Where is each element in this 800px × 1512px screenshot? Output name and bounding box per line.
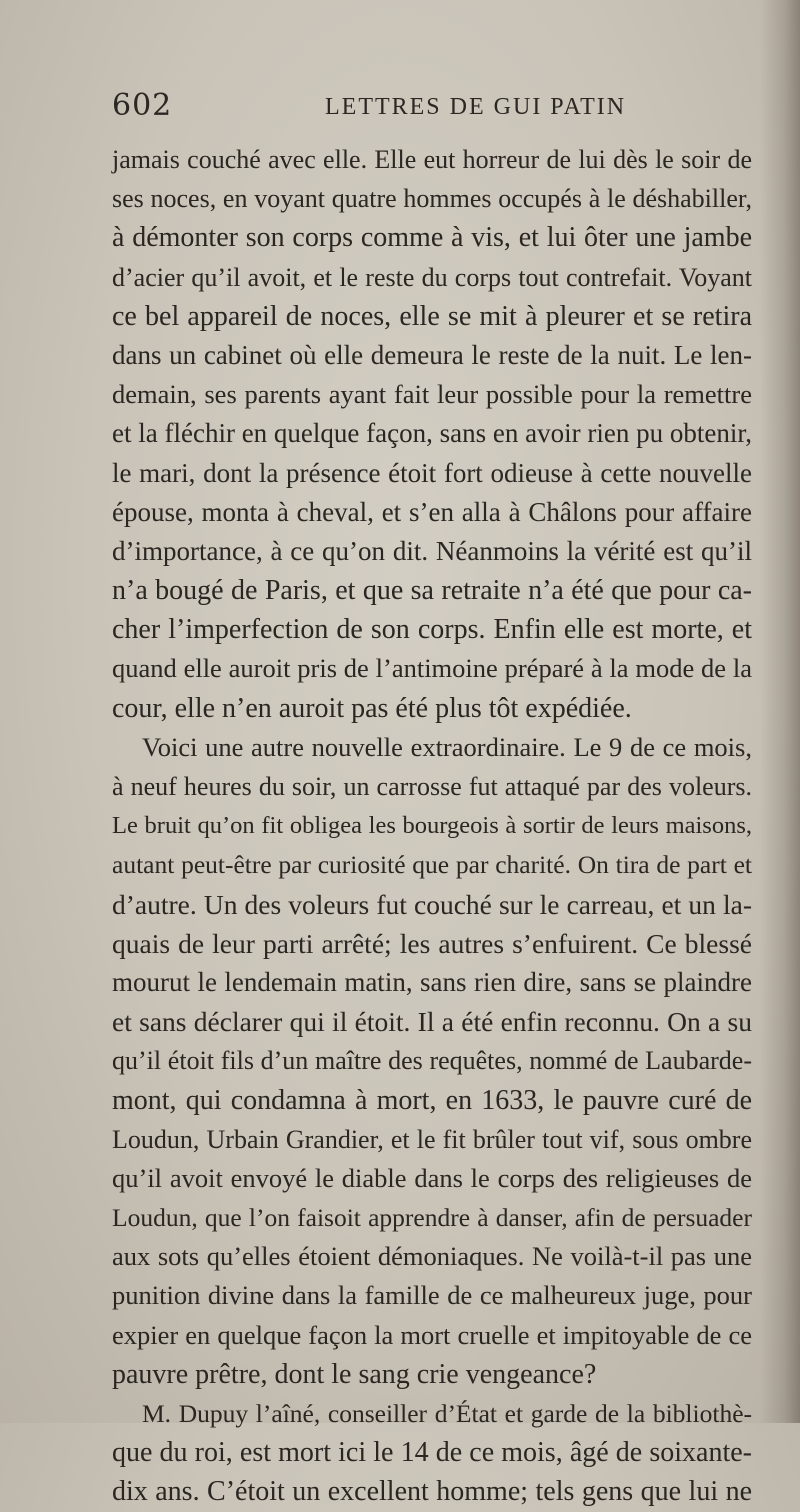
text-line-paragraph-end: cour, elle n’en auroit pas été plus tôt expédiée. [112, 692, 632, 724]
body-text [112, 140, 752, 1512]
text-line: ses noces, en voyant quatre hommes occupés à le déshabiller, [112, 184, 752, 214]
text-line: qu’il étoit fils d’un maître des requêtes, nommé de Laubarde- [112, 1046, 752, 1076]
text-line: le mari, dont la présence étoit fort odieuse à cette nouvelle [112, 457, 752, 488]
text-line: et sans déclarer qui il étoit. Il a été enfin reconnu. On a su [112, 1006, 752, 1038]
text-line: Loudun, Urbain Grandier, et le fit brûler tout vif, sous ombre [112, 1124, 752, 1154]
text-line: à neuf heures du soir, un carrosse fut attaqué par des voleurs. [112, 772, 752, 801]
text-line: mourut le lendemain matin, sans rien dire, sans se plaindre [112, 966, 752, 997]
page-edge-shadow [760, 0, 800, 1423]
text-line: d’acier qu’il avoit, et le reste du corps tout contrefait. Voyant [112, 262, 752, 292]
text-line: d’importance, à ce qu’on dit. Néanmoins la vérité est qu’il [112, 535, 752, 566]
text-line: punition divine dans la famille de ce malheureux juge, pour [112, 1280, 752, 1311]
text-line-paragraph-start: M. Dupuy l’aîné, conseiller d’État et garde de la bibliothè- [142, 1399, 752, 1428]
page-number: 602 [112, 88, 173, 123]
text-line: n’a bougé de Paris, et que sa retraite n’a été que pour ca- [112, 575, 752, 607]
text-line: qu’il avoit envoyé le diable dans le corps des religieuses de [112, 1162, 752, 1193]
text-line: que du roi, est mort ici le 14 de ce mois, âgé de soixante- [112, 1437, 752, 1469]
text-line: cher l’imperfection de son corps. Enfin elle est morte, et [112, 614, 752, 646]
text-line: ce bel appareil de noces, elle se mit à pleurer et se retira [112, 300, 752, 332]
text-line: expier en quelque façon la mort cruelle et impitoyable de ce [112, 1319, 752, 1350]
text-line: d’autre. Un des voleurs fut couché sur le carreau, et un la- [112, 888, 752, 920]
text-line: aux sots qu’elles étoient démoniaques. Ne voilà-t-il pas une [112, 1241, 752, 1272]
text-line: à démonter son corps comme à vis, et lui ôter une jambe [112, 222, 752, 254]
text-line: mont, qui condamna à mort, en 1633, le pauvre curé de [112, 1084, 752, 1116]
text-line-paragraph-end: pauvre prêtre, dont le sang crie vengeance? [112, 1358, 597, 1390]
text-line: Le bruit qu’on fit obligea les bourgeois à sortir de leurs maisons, [112, 812, 752, 840]
text-line: autant peut-être par curiosité que par charité. On tira de part et [112, 850, 752, 880]
text-line: dix ans. C’étoit un excellent homme; tels gens que lui ne [112, 1476, 752, 1508]
text-line-paragraph-start: Voici une autre nouvelle extraordinaire. Le 9 de ce mois, [142, 731, 752, 762]
text-line: dans un cabinet où elle demeura le reste de la nuit. Le len- [112, 339, 752, 370]
text-line: épouse, monta à cheval, et s’en alla à Châlons pour affaire [112, 496, 752, 527]
text-line: Loudun, que l’on faisoit apprendre à danser, afin de persuader [112, 1203, 752, 1233]
text-line: demain, ses parents ayant fait leur possible pour la remettre [112, 379, 752, 410]
text-line: et la fléchir en quelque façon, sans en avoir rien pu obtenir, [112, 418, 752, 449]
text-line: quais de leur parti arrêté; les autres s’enfuirent. Ce blessé [112, 927, 752, 959]
text-line: jamais couché avec elle. Elle eut horreur de lui dès le soir de [112, 145, 752, 174]
text-line: quand elle auroit pris de l’antimoine préparé à la mode de la [112, 653, 752, 684]
running-title: LETTRES DE GUI PATIN [325, 94, 627, 120]
